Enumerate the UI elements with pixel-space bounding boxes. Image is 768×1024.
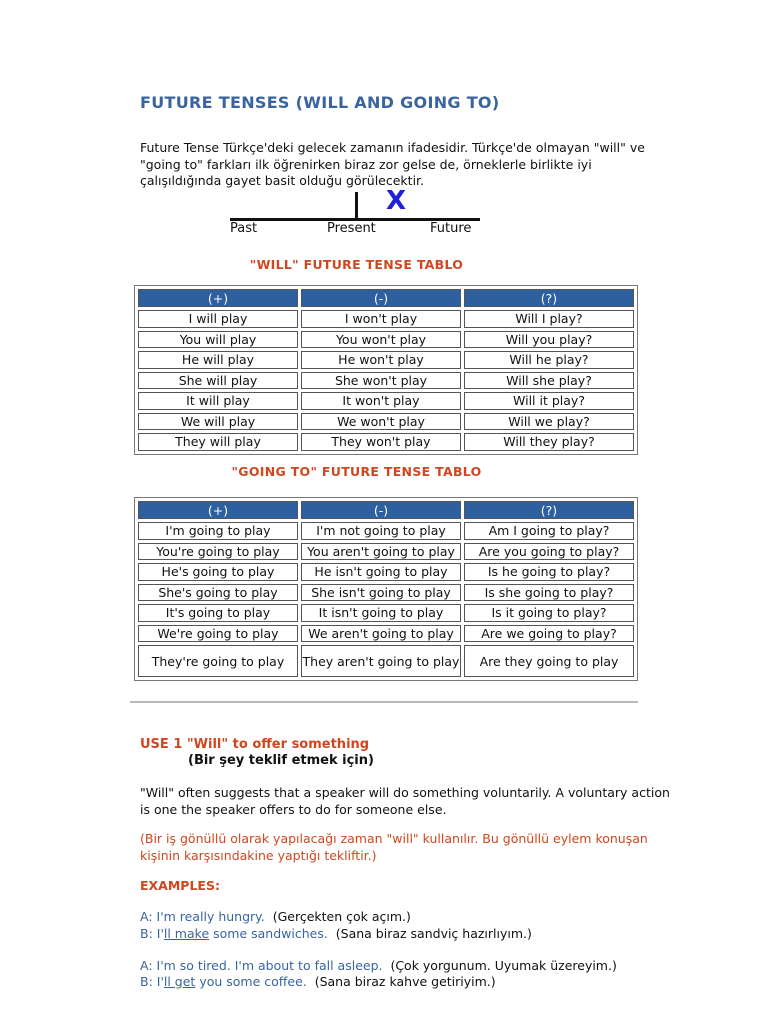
- table-row: [138, 351, 634, 369]
- timeline-present-tick: [355, 192, 358, 219]
- use1-title: USE 1 "Will" to offer something: [140, 737, 370, 752]
- table-row: [138, 331, 634, 349]
- cell-negative: It isn't going to play: [301, 604, 461, 622]
- example-b-suffix: you some coffee.: [195, 974, 307, 989]
- cell-negative: He isn't going to play: [301, 563, 461, 581]
- cell-positive: It will play: [138, 392, 298, 410]
- example-2-line-a: [140, 958, 617, 973]
- cell-positive: I will play: [138, 310, 298, 328]
- cell-question: Will she play?: [464, 372, 634, 390]
- cell-negative: We aren't going to play: [301, 625, 461, 643]
- cell-question: Is he going to play?: [464, 563, 634, 581]
- cell-negative: They aren't going to play: [301, 645, 461, 677]
- intro-paragraph: Future Tense Türkçe'deki gelecek zamanın ifadesidir. Türkçe'de olmayan "will" ve "going to" farkları ilk öğrenirken biraz zor gelse de, örneklerle birlikte iyi çalışıldığında gayet basit olduğu görülecektir.: [140, 140, 645, 188]
- cell-negative: He won't play: [301, 351, 461, 369]
- cell-positive: He will play: [138, 351, 298, 369]
- header-positive: (+): [138, 501, 298, 519]
- example-a-text: A: I'm so tired. I'm about to fall asleep.: [140, 958, 383, 973]
- cell-negative: She won't play: [301, 372, 461, 390]
- cell-question: Will I play?: [464, 310, 634, 328]
- table-row: [138, 372, 634, 390]
- use1-english-text: "Will" often suggests that a speaker will do something voluntarily. A voluntary action is one the speaker offers to do for someone else.: [140, 785, 670, 817]
- table-row: [138, 392, 634, 410]
- cell-positive: You're going to play: [138, 543, 298, 561]
- table-row: [138, 522, 634, 540]
- example-a-translation: (Gerçekten çok açım.): [272, 909, 411, 924]
- cell-negative: She isn't going to play: [301, 584, 461, 602]
- table-row: [138, 604, 634, 622]
- cell-question: Are they going to play: [464, 645, 634, 677]
- cell-positive: He's going to play: [138, 563, 298, 581]
- use1-subtitle: (Bir şey teklif etmek için): [188, 753, 374, 768]
- examples-label: EXAMPLES:: [140, 878, 220, 893]
- cell-positive: They're going to play: [138, 645, 298, 677]
- cell-positive: We're going to play: [138, 625, 298, 643]
- cell-positive: It's going to play: [138, 604, 298, 622]
- example-b-suffix: some sandwiches.: [209, 926, 328, 941]
- example-1-line-a: [140, 909, 411, 924]
- table-header-row: [138, 289, 634, 307]
- timeline-past-label: Past: [230, 221, 258, 236]
- table-header-row: [138, 501, 634, 519]
- header-negative: (-): [301, 289, 461, 307]
- section-divider: [130, 701, 638, 703]
- timeline-present-label: Present: [327, 221, 376, 236]
- table-row: [138, 563, 634, 581]
- cell-question: Am I going to play?: [464, 522, 634, 540]
- example-2-line-b: [140, 974, 496, 989]
- cell-question: Are you going to play?: [464, 543, 634, 561]
- timeline-diagram: [230, 186, 482, 240]
- header-question: (?): [464, 289, 634, 307]
- table-row: [138, 584, 634, 602]
- going-table: [134, 497, 638, 681]
- cell-positive: You will play: [138, 331, 298, 349]
- cell-negative: You won't play: [301, 331, 461, 349]
- timeline-future-label: Future: [430, 221, 472, 236]
- example-a-text: A: I'm really hungry.: [140, 909, 265, 924]
- cell-question: Will you play?: [464, 331, 634, 349]
- cell-positive: We will play: [138, 413, 298, 431]
- will-table-title: "WILL" FUTURE TENSE TABLO: [249, 257, 464, 272]
- will-table: [134, 285, 638, 455]
- example-b-translation: (Sana biraz kahve getiriyim.): [314, 974, 496, 989]
- use1-turkish-text: (Bir iş gönüllü olarak yapılacağı zaman "will" kullanılır. Bu gönüllü eylem konuşan kişinin karşısındakine yaptığı tekliftir.): [140, 831, 648, 863]
- cell-negative: I'm not going to play: [301, 522, 461, 540]
- header-question: (?): [464, 501, 634, 519]
- cell-positive: I'm going to play: [138, 522, 298, 540]
- going-table-title: "GOING TO" FUTURE TENSE TABLO: [231, 464, 482, 479]
- cell-positive: They will play: [138, 433, 298, 451]
- cell-question: Will they play?: [464, 433, 634, 451]
- table-row: [138, 543, 634, 561]
- cell-negative: It won't play: [301, 392, 461, 410]
- example-b-prefix: B: I': [140, 974, 164, 989]
- cell-negative: We won't play: [301, 413, 461, 431]
- cell-question: Will he play?: [464, 351, 634, 369]
- cell-negative: You aren't going to play: [301, 543, 461, 561]
- example-b-prefix: B: I': [140, 926, 164, 941]
- table-row: [138, 433, 634, 451]
- cell-negative: I won't play: [301, 310, 461, 328]
- example-b-underlined: ll get: [163, 974, 196, 989]
- header-positive: (+): [138, 289, 298, 307]
- cell-question: Is it going to play?: [464, 604, 634, 622]
- header-negative: (-): [301, 501, 461, 519]
- example-a-translation: (Çok yorgunum. Uyumak üzereyim.): [390, 958, 617, 973]
- table-row: [138, 413, 634, 431]
- example-b-underlined: ll make: [163, 926, 210, 941]
- cell-question: Is she going to play?: [464, 584, 634, 602]
- cell-positive: She will play: [138, 372, 298, 390]
- cell-question: Will it play?: [464, 392, 634, 410]
- cell-question: Are we going to play?: [464, 625, 634, 643]
- example-1-line-b: [140, 926, 532, 941]
- table-row: [138, 645, 634, 677]
- example-b-translation: (Sana biraz sandviç hazırlıyım.): [335, 926, 532, 941]
- timeline-x-marker: X: [386, 186, 407, 216]
- cell-negative: They won't play: [301, 433, 461, 451]
- cell-positive: She's going to play: [138, 584, 298, 602]
- table-row: [138, 310, 634, 328]
- table-row: [138, 625, 634, 643]
- cell-question: Will we play?: [464, 413, 634, 431]
- page-title: FUTURE TENSES (WILL AND GOING TO): [140, 93, 500, 112]
